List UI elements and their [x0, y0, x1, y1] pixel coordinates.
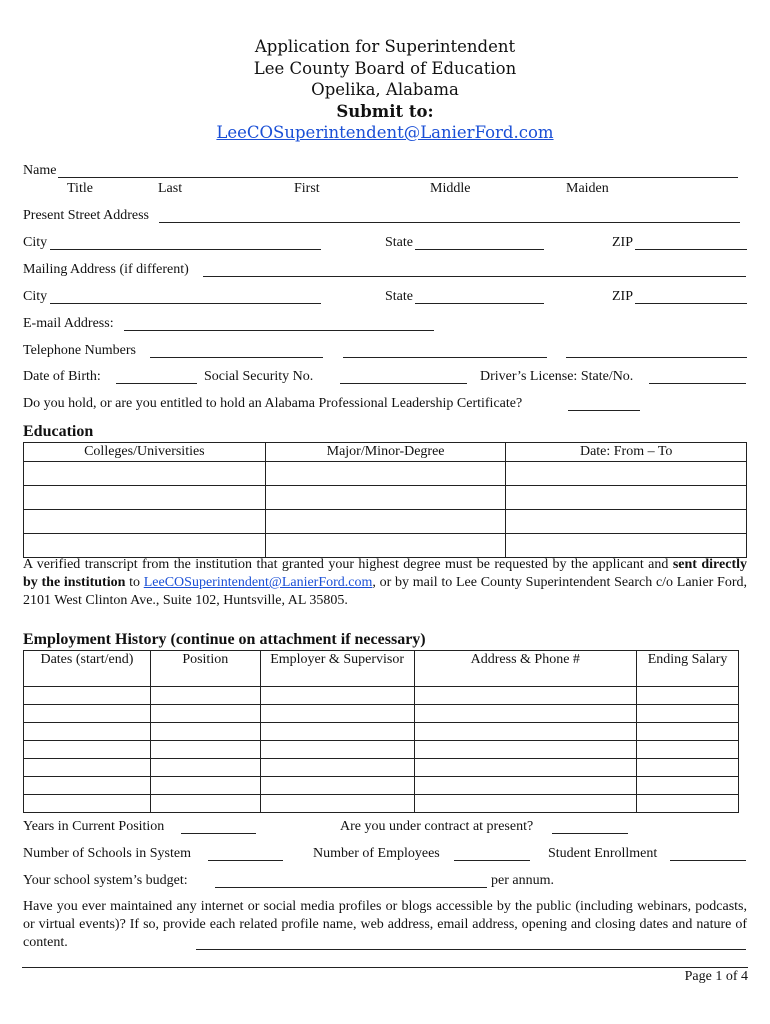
- dob-field[interactable]: [116, 383, 197, 384]
- table-cell[interactable]: [24, 705, 151, 723]
- telephone-label: Telephone Numbers: [23, 343, 136, 358]
- drivers-license-label: Driver’s License: State/No.: [480, 369, 634, 384]
- page-number: Page 1 of 4: [684, 969, 748, 984]
- header-email-link[interactable]: LeeCOSuperintendent@LanierFord.com: [216, 123, 554, 142]
- table-row: [24, 510, 747, 534]
- name-sublabel-middle: Middle: [430, 181, 471, 196]
- email-field[interactable]: [124, 330, 434, 331]
- table-row: [24, 741, 739, 759]
- dob-label: Date of Birth:: [23, 369, 101, 384]
- table-row: [24, 462, 747, 486]
- social-media-answer-line-1[interactable]: [196, 949, 746, 950]
- education-col-dates: Date: From – To: [506, 443, 747, 462]
- name-label: Name: [23, 163, 57, 178]
- telephone-field-1[interactable]: [150, 357, 323, 358]
- education-col-major: Major/Minor-Degree: [265, 443, 506, 462]
- table-cell[interactable]: [414, 777, 637, 795]
- employment-col-employer: Employer & Supervisor: [260, 651, 414, 687]
- table-cell[interactable]: [150, 759, 260, 777]
- drivers-license-field[interactable]: [649, 383, 746, 384]
- table-cell[interactable]: [150, 795, 260, 813]
- table-cell[interactable]: [637, 777, 739, 795]
- employees-count-field[interactable]: [454, 860, 530, 861]
- zip-field[interactable]: [635, 249, 747, 250]
- table-cell[interactable]: [24, 741, 151, 759]
- table-cell[interactable]: [506, 462, 747, 486]
- table-cell[interactable]: [24, 795, 151, 813]
- name-field[interactable]: [58, 177, 738, 178]
- table-cell[interactable]: [260, 741, 414, 759]
- education-col-colleges: Colleges/Universities: [24, 443, 266, 462]
- header-location: Opelika, Alabama: [311, 80, 459, 99]
- table-cell[interactable]: [24, 687, 151, 705]
- table-cell[interactable]: [24, 759, 151, 777]
- table-cell[interactable]: [260, 705, 414, 723]
- mailing-state-field[interactable]: [415, 303, 544, 304]
- transcript-note-part3: , or by mail to Lee County Superintendent Search c/o Lanier Ford, 2101 West Clinton Ave., Suite 102, Huntsville, AL 35805.: [23, 575, 748, 608]
- table-row: [24, 777, 739, 795]
- enrollment-field[interactable]: [670, 860, 746, 861]
- table-row: [24, 486, 747, 510]
- table-cell[interactable]: [24, 723, 151, 741]
- employment-header-row: [24, 651, 739, 687]
- table-cell[interactable]: [414, 759, 637, 777]
- mailing-address-field[interactable]: [203, 276, 746, 277]
- table-cell[interactable]: [24, 534, 266, 558]
- employment-col-salary: Ending Salary: [637, 651, 739, 687]
- header-submit-to: Submit to:: [336, 101, 434, 121]
- table-cell[interactable]: [637, 795, 739, 813]
- telephone-field-2[interactable]: [343, 357, 547, 358]
- table-cell[interactable]: [265, 534, 506, 558]
- table-cell[interactable]: [414, 705, 637, 723]
- table-cell[interactable]: [414, 723, 637, 741]
- document-header: [0, 36, 770, 144]
- table-cell[interactable]: [150, 705, 260, 723]
- table-cell[interactable]: [506, 534, 747, 558]
- ssn-field[interactable]: [340, 383, 467, 384]
- table-cell[interactable]: [265, 462, 506, 486]
- transcript-email-link[interactable]: LeeCOSuperintendent@LanierFord.com: [143, 575, 373, 590]
- table-cell[interactable]: [637, 705, 739, 723]
- enrollment-label: Student Enrollment: [548, 846, 658, 861]
- years-position-label: Years in Current Position: [23, 819, 165, 834]
- education-table: [23, 442, 747, 558]
- education-heading: Education: [23, 423, 94, 440]
- header-organization: Lee County Board of Education: [253, 58, 517, 78]
- transcript-note-bold: sent directly by the institution: [23, 557, 747, 590]
- name-sublabel-maiden: Maiden: [566, 181, 609, 196]
- table-cell[interactable]: [506, 510, 747, 534]
- table-cell[interactable]: [637, 759, 739, 777]
- email-label: E-mail Address:: [23, 316, 114, 331]
- city-label: City: [23, 235, 48, 250]
- employment-table: [23, 650, 739, 813]
- header-title: Application for Superintendent: [254, 37, 516, 56]
- transcript-note-part2: to: [125, 575, 144, 590]
- certificate-answer-field[interactable]: [568, 410, 640, 411]
- years-position-field[interactable]: [181, 833, 256, 834]
- employment-col-position: Position: [150, 651, 260, 687]
- transcript-note-part1: A verified transcript from the institution that granted your highest degree must be requested by the applicant and: [23, 557, 673, 572]
- name-sublabel-last: Last: [158, 181, 183, 196]
- schools-count-field[interactable]: [208, 860, 283, 861]
- telephone-field-3[interactable]: [566, 357, 747, 358]
- state-label: State: [385, 235, 413, 250]
- contract-answer-field[interactable]: [552, 833, 628, 834]
- table-row: [24, 723, 739, 741]
- table-cell[interactable]: [637, 687, 739, 705]
- social-media-answer-line-2[interactable]: [22, 967, 748, 968]
- contract-question-label: Are you under contract at present?: [340, 819, 534, 834]
- table-cell[interactable]: [506, 486, 747, 510]
- city-field[interactable]: [50, 249, 321, 250]
- table-row: [24, 759, 739, 777]
- table-cell[interactable]: [260, 795, 414, 813]
- table-cell[interactable]: [637, 723, 739, 741]
- table-cell[interactable]: [414, 687, 637, 705]
- street-address-field[interactable]: [159, 222, 740, 223]
- social-media-question-text: Have you ever maintained any internet or social media profiles or blogs accessible by the public (including webinars, podcasts, or virtual events)? If so, provide each related profile name, web address, email address, opening and closing dates and nature of content.: [23, 899, 747, 950]
- table-cell[interactable]: [265, 486, 506, 510]
- table-cell[interactable]: [24, 486, 266, 510]
- table-row: [24, 687, 739, 705]
- table-cell[interactable]: [637, 741, 739, 759]
- budget-label: Your school system’s budget:: [23, 873, 188, 888]
- table-cell[interactable]: [24, 510, 266, 534]
- table-row: [24, 534, 747, 558]
- employees-count-label: Number of Employees: [313, 846, 440, 861]
- employment-col-address: Address & Phone #: [414, 651, 637, 687]
- table-cell[interactable]: [260, 777, 414, 795]
- education-header-row: [24, 443, 747, 462]
- table-cell[interactable]: [414, 741, 637, 759]
- table-cell[interactable]: [150, 723, 260, 741]
- employment-heading: Employment History (continue on attachment if necessary): [23, 631, 426, 648]
- table-cell[interactable]: [260, 759, 414, 777]
- street-address-label: Present Street Address: [23, 208, 149, 223]
- table-row: [24, 705, 739, 723]
- table-cell[interactable]: [24, 462, 266, 486]
- name-sublabel-title: Title: [67, 181, 93, 196]
- mailing-city-label: City: [23, 289, 48, 304]
- employment-col-dates: Dates (start/end): [24, 651, 151, 687]
- name-sublabel-first: First: [294, 181, 320, 196]
- table-cell[interactable]: [24, 777, 151, 795]
- table-cell[interactable]: [260, 723, 414, 741]
- table-cell[interactable]: [260, 687, 414, 705]
- table-cell[interactable]: [150, 687, 260, 705]
- budget-field[interactable]: [215, 887, 487, 888]
- transcript-note: [23, 556, 747, 610]
- mailing-zip-label: ZIP: [612, 289, 633, 304]
- schools-count-label: Number of Schools in System: [23, 846, 191, 861]
- zip-label: ZIP: [612, 235, 633, 250]
- social-media-question: [23, 898, 747, 952]
- table-cell[interactable]: [150, 777, 260, 795]
- mailing-state-label: State: [385, 289, 413, 304]
- mailing-zip-field[interactable]: [635, 303, 747, 304]
- mailing-address-label: Mailing Address (if different): [23, 262, 189, 277]
- certificate-question: Do you hold, or are you entitled to hold an Alabama Professional Leadership Certificate?: [23, 396, 523, 411]
- table-cell[interactable]: [414, 795, 637, 813]
- table-cell[interactable]: [150, 741, 260, 759]
- mailing-city-field[interactable]: [50, 303, 321, 304]
- table-cell[interactable]: [265, 510, 506, 534]
- ssn-label: Social Security No.: [204, 369, 314, 384]
- state-field[interactable]: [415, 249, 544, 250]
- table-row: [24, 795, 739, 813]
- budget-suffix: per annum.: [491, 873, 554, 888]
